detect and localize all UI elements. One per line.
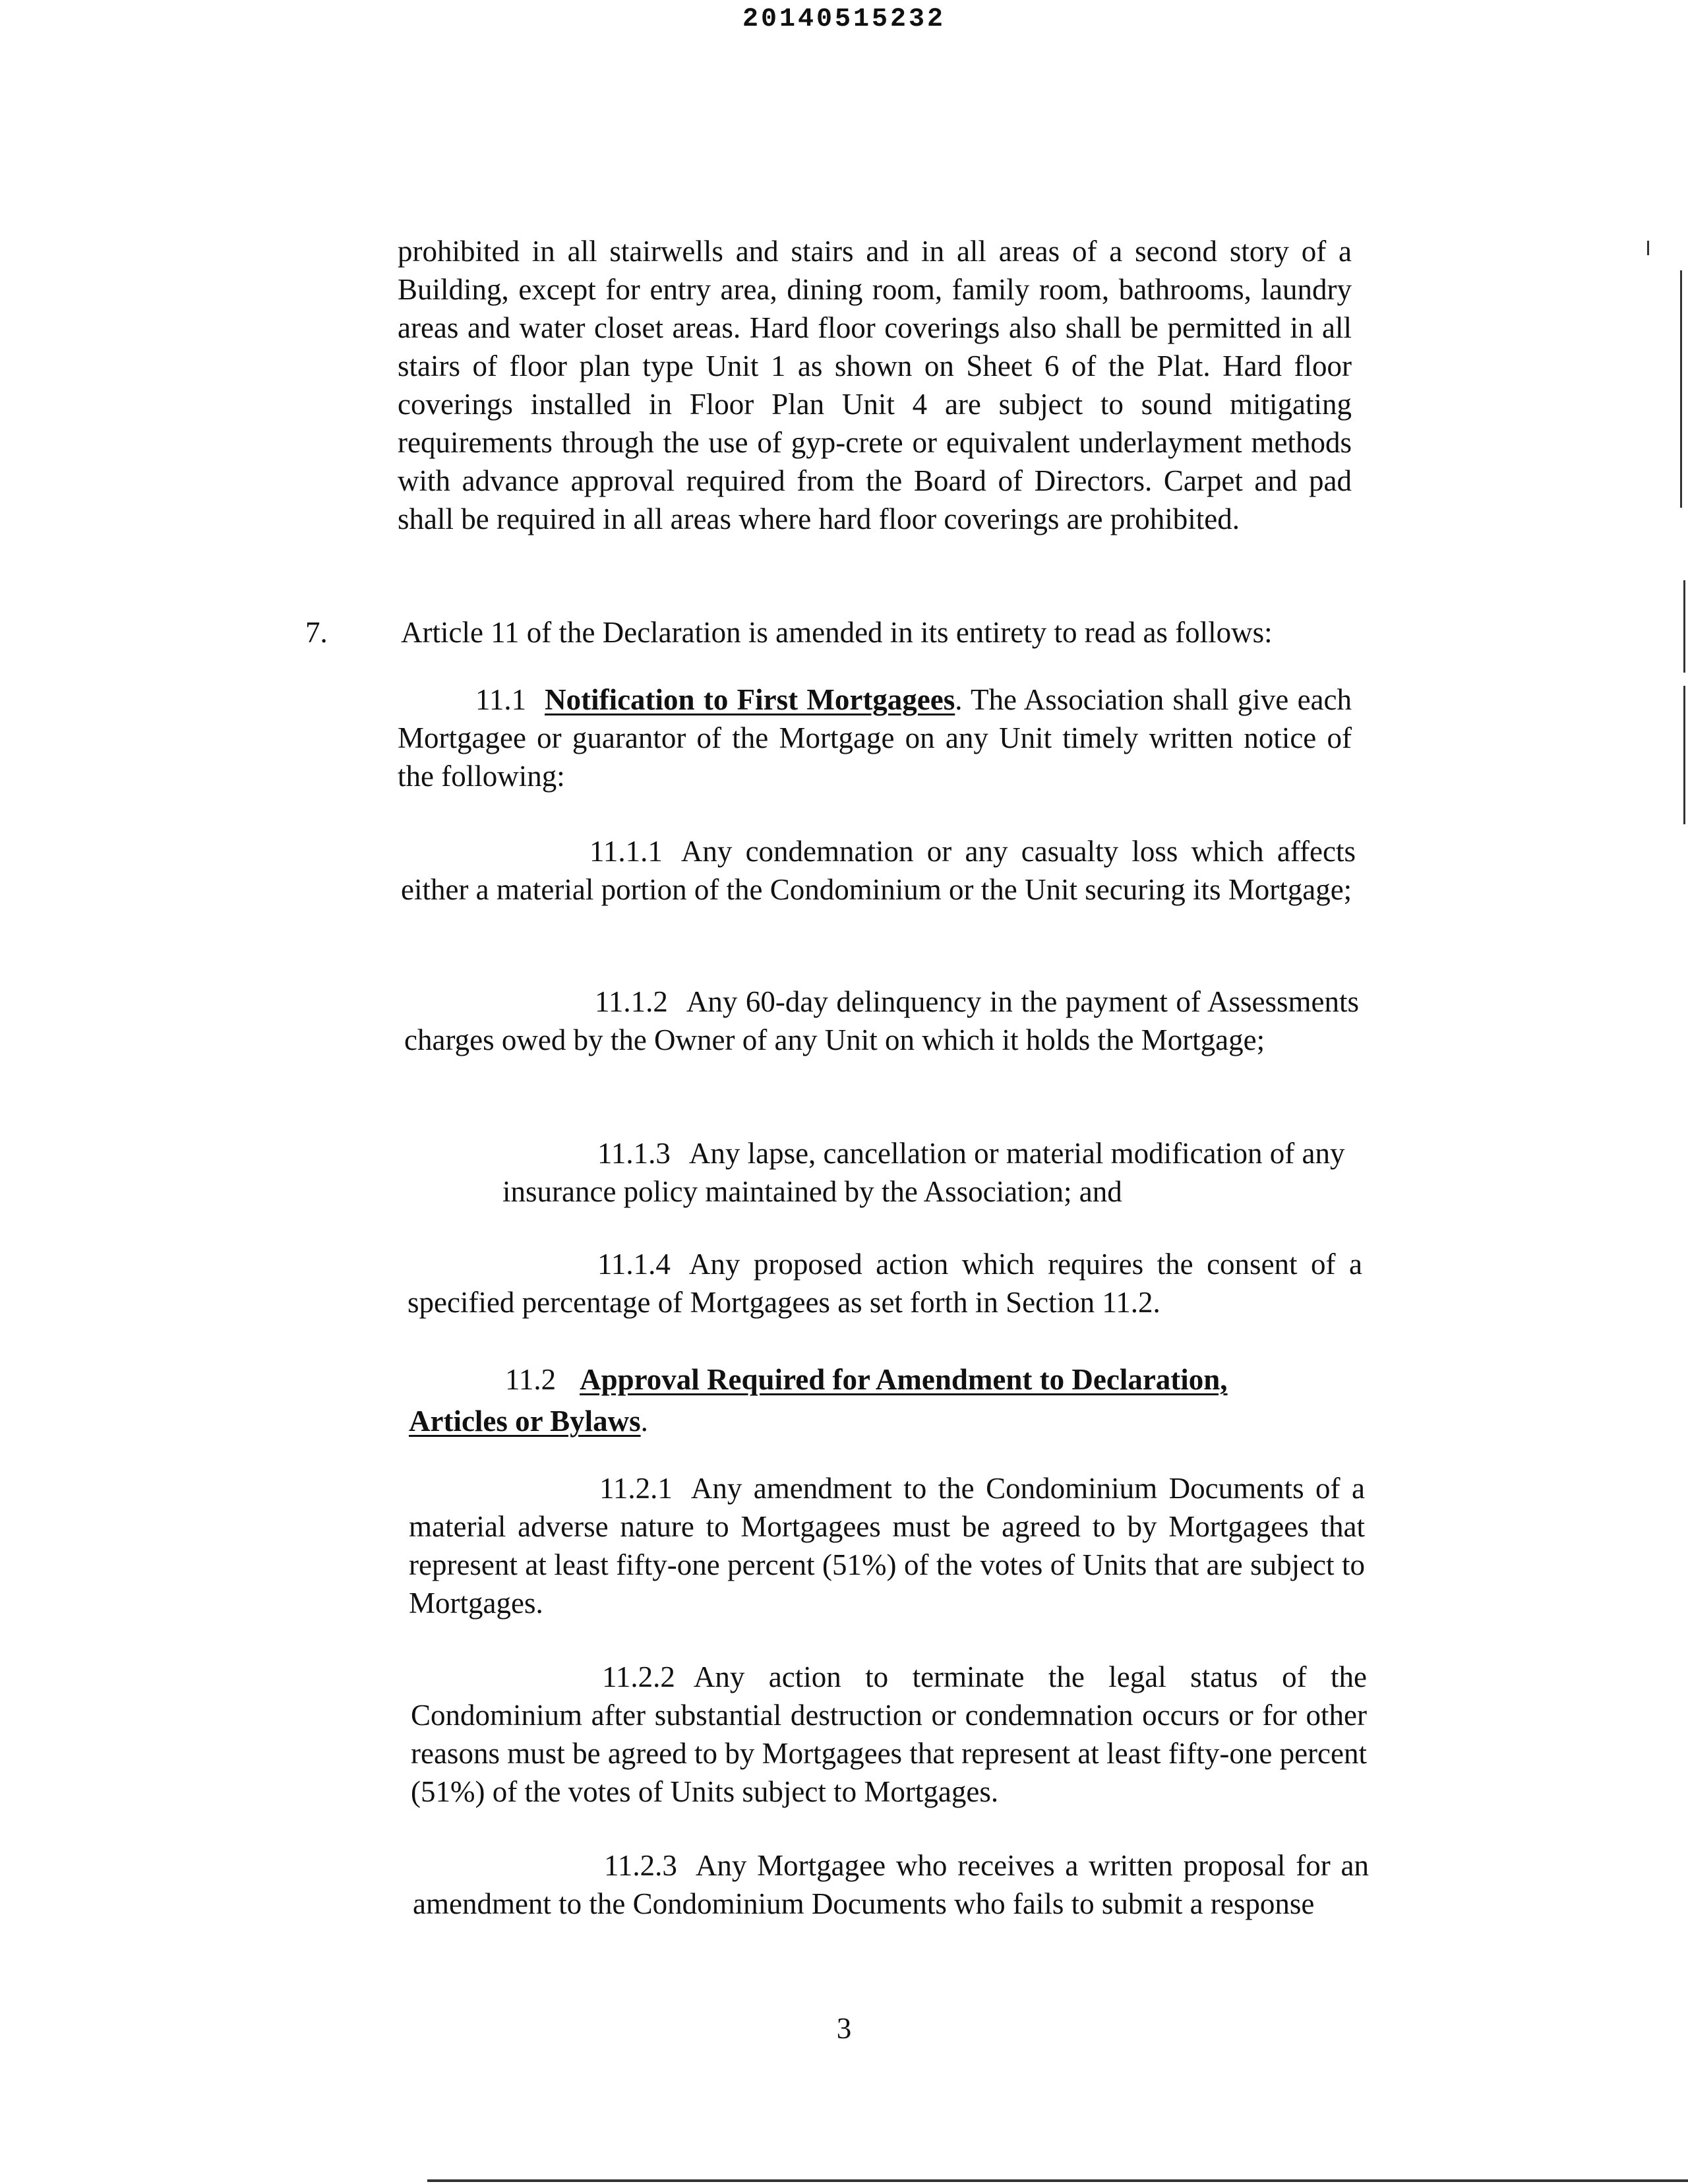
section-11-2-1	[409, 1469, 1365, 1622]
page-number: 3	[836, 2012, 852, 2045]
section-11-1-3-text-line-2: insurance policy maintained by the Association; and	[502, 1175, 1122, 1208]
section-11-2-2-number: 11.2.2	[602, 1660, 675, 1693]
section-11-1-2-number: 11.1.2	[595, 985, 668, 1018]
section-11-2-3-number: 11.2.3	[604, 1849, 677, 1882]
section-11-1	[398, 681, 1352, 795]
section-11-1-2-text: Any 60-day delinquency in the payment of Assessments charges owed by the Owner of any Unit on which it holds the Mortgage;	[404, 985, 1359, 1056]
intro-paragraph: prohibited in all stairwells and stairs and in all areas of a second story of a Building, except for entry area, dining room, family room, bathrooms, laundry areas and water closet areas. Hard floor coverings also shall be permitted in all stairs of floor plan type Unit 1 as shown on Sheet 6 of the Plat. Hard floor coverings installed in Floor Plan Unit 4 are subject to sound mitigating requirements through the use of gyp-crete or equivalent underlayment methods with advance approval required from the Board of Directors. Carpet and pad shall be required in all areas where hard floor coverings are prohibited.	[398, 235, 1352, 535]
margin-scan-mark	[1683, 580, 1685, 673]
section-11-1-1-text: Any condemnation or any casualty loss which affects either a material portion of the Condominium or the Unit securing its Mortgage;	[401, 835, 1356, 906]
section-11-1-number: 11.1	[475, 683, 527, 716]
section-11-1-text: . The Association shall give each Mortgagee or guarantor of the Mortgage on any Unit timely written notice of the following:	[398, 683, 1352, 793]
margin-scan-mark	[1647, 241, 1649, 255]
section-11-2-heading-line-1: Approval Required for Amendment to Declaration,	[580, 1363, 1228, 1396]
margin-scan-mark	[1680, 270, 1682, 508]
section-11-1-4-number: 11.1.4	[597, 1248, 671, 1281]
section-11-1-heading: Notification to First Mortgagees	[545, 683, 955, 716]
document-number: 20140515232	[742, 5, 946, 34]
section-11-2-line-2	[409, 1402, 648, 1440]
section-11-2-heading-period: .	[640, 1405, 648, 1438]
item-7-text: Article 11 of the Declaration is amended in its entirety to read as follows:	[401, 616, 1273, 649]
section-11-1-4	[407, 1245, 1362, 1321]
item-7-number: 7.	[305, 616, 328, 649]
section-11-1-3-line-1	[597, 1134, 1344, 1172]
section-11-2-2	[411, 1658, 1367, 1811]
margin-scan-mark	[1683, 686, 1685, 824]
section-11-2-1-number: 11.2.1	[599, 1472, 673, 1505]
section-11-1-1-number: 11.1.1	[589, 835, 663, 868]
section-11-2-number: 11.2	[505, 1363, 557, 1396]
section-11-1-4-text: Any proposed action which requires the consent of a specified percentage of Mortgagees as set forth in Section 11.2.	[407, 1248, 1362, 1319]
section-11-2-2-text: Any action to terminate the legal status of the Condominium after substantial destruction or condemnation occurs or for other reasons must be agreed to by Mortgagees that represent at least fifty-one percent (51%) of the votes of Units subject to Mortgages.	[411, 1660, 1367, 1808]
section-11-1-3-text-line-1: Any lapse, cancellation or material modification of any	[688, 1137, 1345, 1170]
section-11-1-1	[401, 832, 1356, 909]
section-11-2-3-text: Any Mortgagee who receives a written proposal for an amendment to the Condominium Documents who fails to submit a response	[413, 1849, 1369, 1920]
section-11-2-1-text: Any amendment to the Condominium Documents of a material adverse nature to Mortgagees must be agreed to by Mortgagees that represent at least fifty-one percent (51%) of the votes of Units that are subject to Mortgages.	[409, 1472, 1365, 1620]
section-11-1-2	[404, 983, 1359, 1059]
section-11-1-3-number: 11.1.3	[597, 1137, 671, 1170]
section-11-2-line-1	[505, 1360, 1228, 1399]
section-11-2-3	[413, 1846, 1369, 1923]
section-11-2-heading-line-2: Articles or Bylaws	[409, 1405, 641, 1438]
bottom-scan-edge	[427, 2179, 1688, 2182]
